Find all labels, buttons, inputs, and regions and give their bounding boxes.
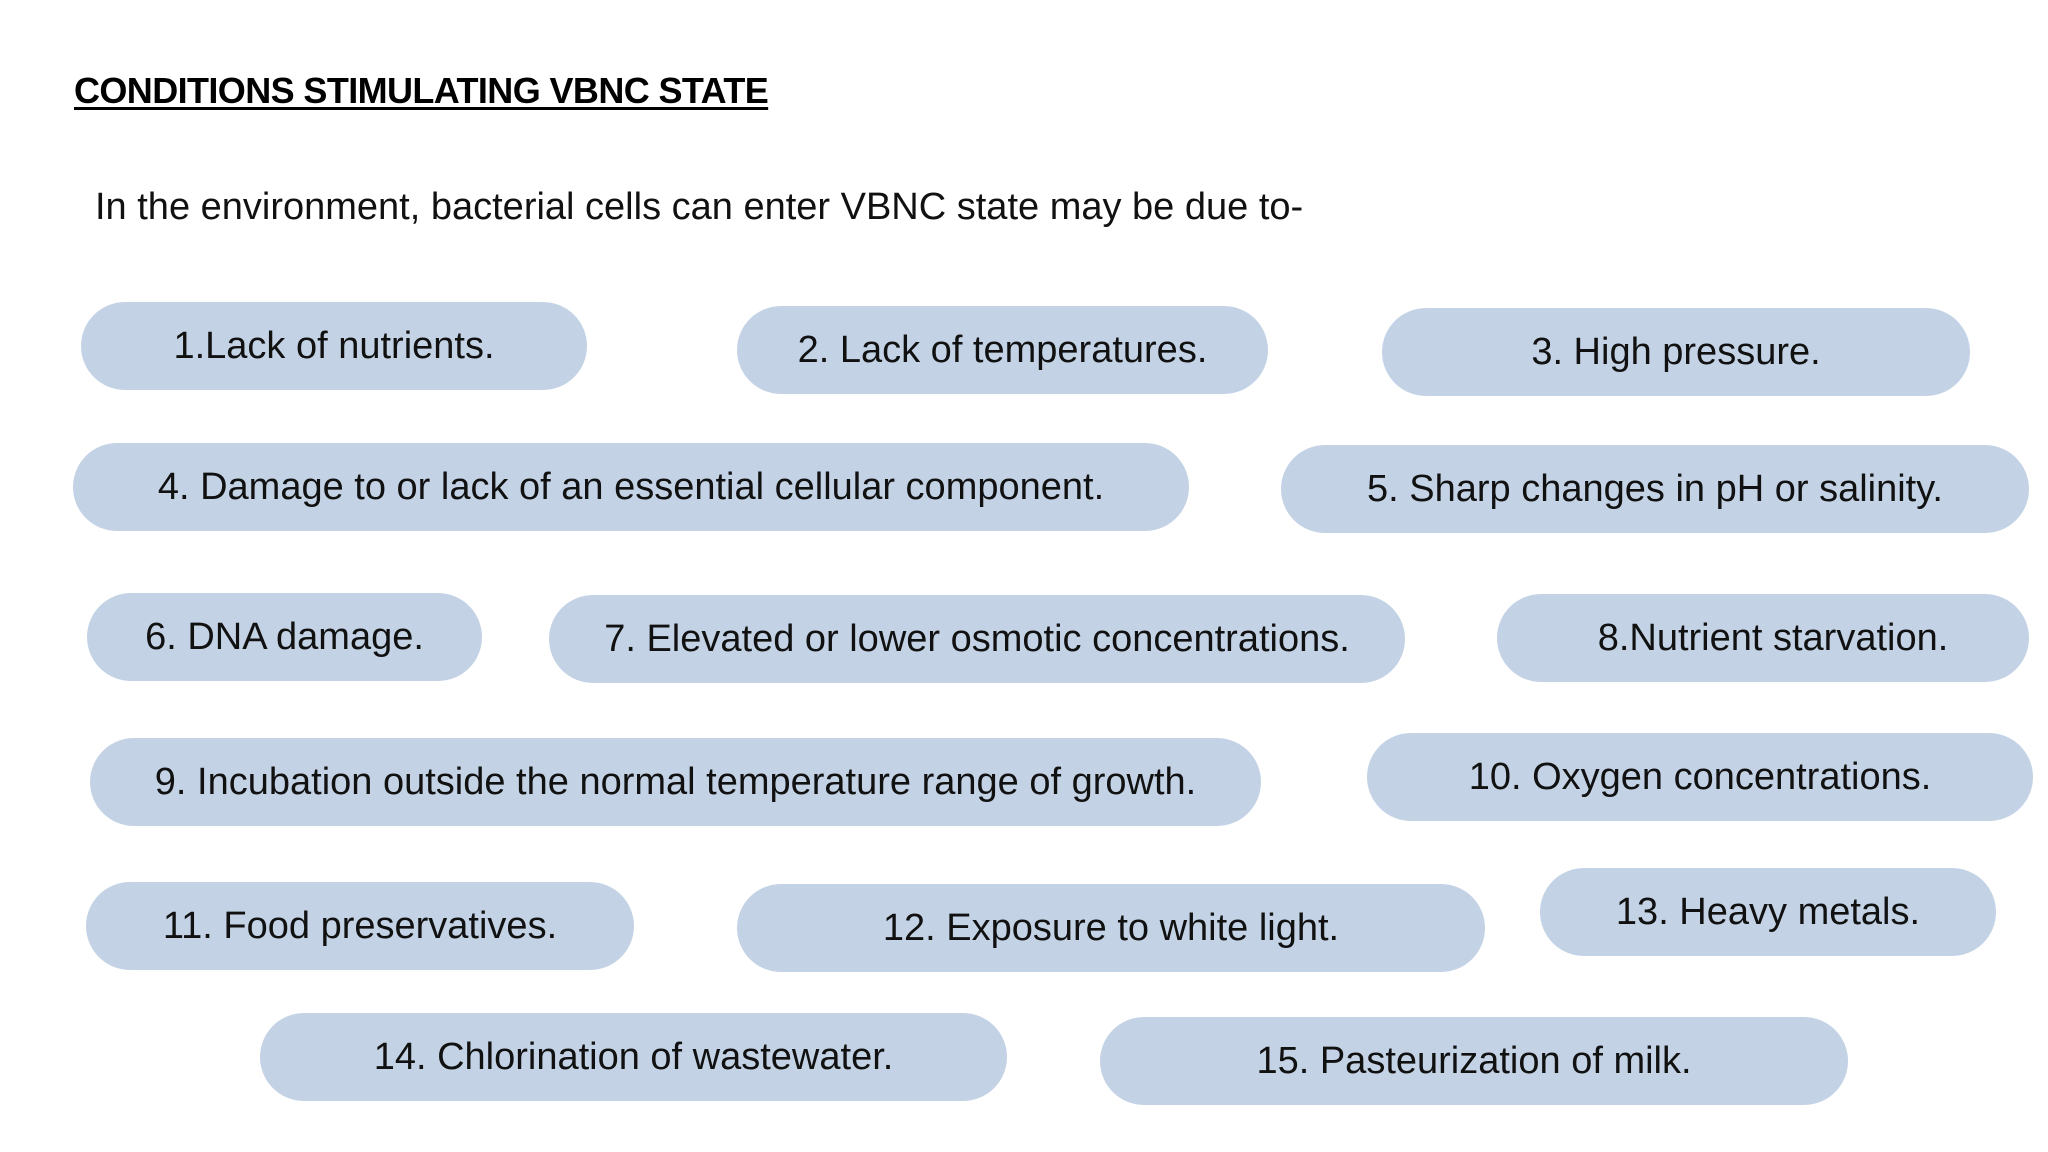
- condition-pill-1: 1.Lack of nutrients.: [81, 302, 587, 390]
- condition-pill-14: 14. Chlorination of wastewater.: [260, 1013, 1007, 1101]
- condition-pill-15: 15. Pasteurization of milk.: [1100, 1017, 1848, 1105]
- condition-pill-3: 3. High pressure.: [1382, 308, 1970, 396]
- slide-title: CONDITIONS STIMULATING VBNC STATE: [74, 70, 769, 111]
- condition-pill-8: 8.Nutrient starvation.: [1497, 594, 2029, 682]
- condition-pill-11: 11. Food preservatives.: [86, 882, 634, 970]
- condition-pill-7: 7. Elevated or lower osmotic concentrations.: [549, 595, 1405, 683]
- condition-pill-12: 12. Exposure to white light.: [737, 884, 1485, 972]
- condition-pill-9: 9. Incubation outside the normal temperature range of growth.: [90, 738, 1261, 826]
- condition-pill-2: 2. Lack of temperatures.: [737, 306, 1268, 394]
- condition-pill-6: 6. DNA damage.: [87, 593, 482, 681]
- condition-pill-5: 5. Sharp changes in pH or salinity.: [1281, 445, 2029, 533]
- condition-pill-10: 10. Oxygen concentrations.: [1367, 733, 2033, 821]
- condition-pill-4: 4. Damage to or lack of an essential cellular component.: [73, 443, 1189, 531]
- condition-pill-13: 13. Heavy metals.: [1540, 868, 1996, 956]
- intro-text: In the environment, bacterial cells can enter VBNC state may be due to-: [95, 186, 1304, 228]
